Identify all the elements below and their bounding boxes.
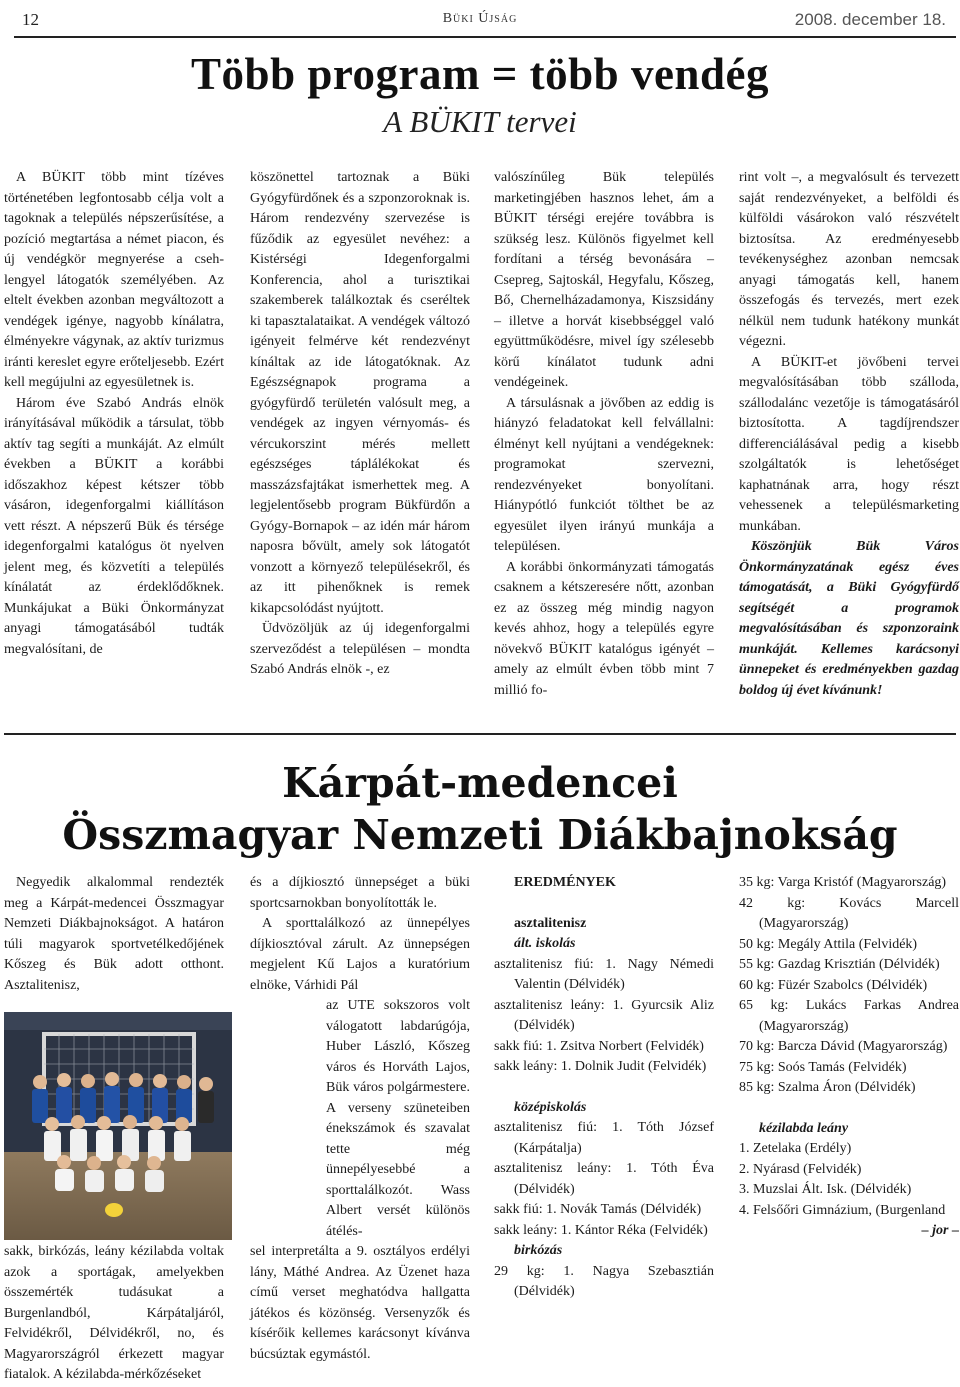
section-divider — [4, 733, 956, 735]
result-line: asztalitenisz leány: 1. Gyurcsik Aliz (Délvidék) — [494, 997, 714, 1033]
paragraph: A BÜKIT több mint tízéves történetében legfontosabb célja volt a tagoknak a település népszerűsítése, a pozíció megtartása a német piacon, és új vendégkör megnyerése a cseh-lengyel látogatók személyében. Az eltelt években azonban megváltozott a vendégek igénye, nagyobb kínálatra, élményekre vágynak, az aktív turizmus iránti kereslet egyre erőteljesebb. Ezért kell megújulni az egyesületnek is. — [4, 170, 224, 390]
article2-column-2-wrap — [326, 996, 470, 1242]
article2-title-line2: Összmagyar Nemzeti Diákbajnokság — [62, 811, 898, 859]
spacer — [494, 894, 714, 914]
header-rule — [14, 36, 956, 38]
results-column-2 — [739, 873, 959, 1242]
result-line: sakk leány: 1. Dolnik Judit (Felvidék) — [494, 1059, 707, 1074]
result-line: asztalitenisz fiú: 1. Nagy Némedi Valentin (Délvidék) — [494, 956, 714, 992]
result-line: 2. Nyárasd (Felvidék) — [739, 1161, 862, 1177]
article2-column-2-top — [250, 873, 470, 996]
result-line: 42 kg: Kovács Marcell (Magyarország) — [739, 895, 959, 931]
paragraph: A sporttalálkozó az ünnepélyes díjkiosztóval zárult. Az ünnepségen megjelent Kű Lajos a kuratórium elnöke, Várhidi Pál — [250, 916, 470, 993]
result-line: 29 kg: 1. Nagya Szebasztián (Délvidék) — [494, 1263, 714, 1299]
category-heading-alt-iskola: ált. iskolás — [514, 936, 576, 951]
sport-heading-kezilabda: kézilabda leány — [759, 1120, 849, 1136]
result-line: 75 kg: Soós Tamás (Felvidék) — [739, 1059, 907, 1075]
paragraph: sel interpretálta a 9. osztályos erdélyi lány, Máthé Andrea. Az Üzenet haza című verset meghatódva hallgatta játékos és közönség. Versenyzők és kísérőik kellemes karácsonyt kívánva búcsúztak egymástól. — [250, 1244, 470, 1362]
issue-date: 2008. december 18. — [794, 10, 946, 29]
paragraph: Negyedik alkalommal rendezték meg a Kárpát-medencei Összmagyar Nemzeti Diákbajnokságot. A határon túli magyarok sportvetélkedőjének Kőszeg és Bük adott otthont. Asztalitenisz, — [4, 875, 224, 993]
paragraph: Üdvözöljük az új idegenforgalmi szerveződést a településen – mondta Szabó András elnök -, ez — [250, 621, 470, 677]
paragraph: rint volt –, a megvalósult és tervezett saját rendezvényeket, a belföldi és külföldi vásárokon való részvételt biztosítsa. Az eredményesebb tevékenységhez azonban nemcsak anyagi támogatás kell, hanem összefogás és tervezés, mert ezek nélkül nem tudunk hatékony munkát végezni. — [739, 170, 959, 349]
category-heading-kozepiskola: középiskolás — [514, 1099, 587, 1115]
result-line: 55 kg: Gazdag Krisztián (Délvidék) — [739, 957, 940, 972]
team-photo-image — [4, 1012, 232, 1240]
result-line: sakk leány: 1. Kántor Réka (Felvidék) — [494, 1222, 708, 1238]
results-heading: EREDMÉNYEK — [514, 875, 616, 890]
team-photo — [4, 1012, 232, 1240]
article1-subtitle: A BÜKIT tervei — [383, 104, 577, 139]
paragraph: valószínűleg Bük település marketingjében hasznos lehet, ám a BÜKIT térségi erejére továbbra is szükség lesz. Különös figyelmet kell fordítani a térség bevonására – Csepreg, Sajtoskál, Hegyfalu, Kőszeg, Bő, Chernelházadamonya, Kiszsidány – illetve a horvát kisebbséggel való együttműködésre, mivel így szélesebb körű kínálatot tudunk adni vendégeinek. — [494, 170, 714, 390]
result-line: 35 kg: Varga Kristóf (Magyarország) — [739, 875, 947, 890]
thanks-paragraph: Köszönjük Bük Város Önkormányzatának egész éves támogatását, a Büki Gyógyfürdő segítségét a programok megvalósításában és szponzoraink munkáját. Kellemes karácsonyi ünnepeket és eredményekben gazdag boldog új évet kívánunk! — [739, 539, 959, 698]
result-line: asztalitenisz fiú: 1. Tóth József (Kárpátalja) — [494, 1120, 714, 1156]
paragraph: köszönettel tartoznak a Büki Gyógyfürdőnek és a szponzoroknak is. Három rendezvény szervezése is fűződik az egyesület nevéhez: a Kistérségi Idegenforgalmi Konferencia, ahol a turisztikai szakemberek találkoztak és cseréltek ki tapasztalataikat. A vendégek változó igényeit felmérve két rendezvényt kínáltak az ide látogatóknak. Az Egészségnapok programa a gyógyfürdő területén valósult meg, a vendégek az ingyen vérnyomás- és vércukorszint mérés mellett egészséges táplálékokat és masszázsfajtákat ismerhettek meg. A legjelentősebb program Bükfürdőn a Gyógy-Bornapok – az idén már három naposra bővült, amely sok látogatót vonzott a környező településekről, és az itt pihenőknek is remek kikapcsolódást nyújtott. — [250, 170, 470, 616]
author-signature: – jor – — [921, 1223, 959, 1238]
page-header — [0, 0, 960, 34]
result-line: 1. Zetelaka (Erdély) — [739, 1141, 852, 1156]
paragraph: A BÜKIT-et jövőbeni tervei megvalósításában több szálloda, szállodalánc vezetője is támogatásáról biztosította. A tagdíjrendszer differenciálásával pedig a kisebb szolgáltatók is lehetőséget kaphatnának arra, hogy részt vehessenek a településmarketing munkában. — [739, 354, 959, 534]
paragraph: az UTE sokszoros volt válogatott labdarúgója, Huber László, Kőszeg város és Horváth Lajos, Bük város polgármestere. A verseny szüneteiben énekszámok és szavalat tette még ünnepélyesebbé a sporttalálkozót. Wass Albert versét különös átélés- — [326, 998, 470, 1239]
article1-column-1 — [4, 168, 224, 660]
result-line: 3. Muzslai Ált. Isk. (Délvidék) — [739, 1182, 912, 1197]
article1-column-4 — [739, 168, 959, 701]
publication-name: Büki Újság — [442, 11, 518, 26]
sport-heading-asztalitenisz: asztalitenisz — [514, 915, 587, 931]
article2-column-1-bottom — [4, 1242, 224, 1386]
article2-title — [0, 757, 960, 861]
article1-title: Több program = több vendég — [191, 49, 769, 99]
paragraph: és a díjkiosztó ünnepséget a büki sportcsarnokban bonyolították le. — [250, 875, 470, 911]
article2-title-line1: Kárpát-medencei — [282, 759, 678, 807]
page-number: 12 — [22, 10, 39, 29]
paragraph: A társulásnak a jövőben az eddig is hiányzó feladatokat kell felvállalni: élményt kell nyújtani a vendégeknek: programokat szervezni, rendezvényeket bonyolítani. Hiánypótló funkciót tölthet be az egyesület ilyen irányú munkája a településen. — [494, 395, 714, 554]
article1-column-3 — [494, 168, 714, 701]
article1-column-2 — [250, 168, 470, 681]
result-line: 85 kg: Szalma Áron (Délvidék) — [739, 1080, 916, 1095]
result-line: 50 kg: Megály Attila (Felvidék) — [739, 936, 918, 952]
result-line: sakk fiú: 1. Novák Tamás (Délvidék) — [494, 1202, 702, 1217]
article2-column-2-bottom — [250, 1242, 470, 1365]
sport-heading-birkozas: birkózás — [514, 1243, 563, 1258]
article2-column-1-top — [4, 873, 224, 996]
result-line: 4. Felsőőri Gimnázium, (Burgenland — [739, 1202, 946, 1218]
spacer — [739, 1099, 959, 1119]
paragraph: A korábbi önkormányzati támogatás csaknem a kétszeresére nőtt, azonban ez az összeg még mindig nagyon kevés ahhoz, hogy a település egyre növekvő BÜKIT katalógus igényét – amely az elmúlt évben több mint 7 millió fo- — [494, 559, 714, 698]
result-line: asztalitenisz leány: 1. Tóth Éva (Délvidék) — [494, 1161, 714, 1197]
result-line: 70 kg: Barcza Dávid (Magyarország) — [739, 1039, 948, 1054]
paragraph: sakk, birkózás, leány kézilabda voltak azok a sportágak, amelyekben összemérték tudásukat a Burgenlandból, Kárpátaljáról, Felvidékről, Délvidékről, no, és Magyarországról érkezett magyar fiatalok. A kézilabda-mérkőzéseket — [4, 1244, 224, 1382]
result-line: 65 kg: Lukács Farkas Andrea (Magyarország) — [739, 998, 959, 1034]
spacer — [494, 1078, 714, 1098]
results-column-1 — [494, 873, 714, 1303]
result-line: sakk fiú: 1. Zsitva Norbert (Felvidék) — [494, 1038, 704, 1054]
paragraph: Három éve Szabó András elnök irányításával működik a társulat, több aktív tag segíti a munkáját. Az elmúlt években a BÜKIT a korábbi időszakhoz képest kétszer több vásáron, idegenforgalmi kiállításon vett részt. A népszerű Bük és térsége idegenforgalmi katalógus öt nyelven jelent meg, és közvetíti a település kínálatát az érdeklődőknek. Munkájukat a Büki Önkormányzat anyagi támogatásából tudták megvalósítani, de — [4, 395, 224, 657]
result-line: 60 kg: Füzér Szabolcs (Délvidék) — [739, 977, 928, 993]
